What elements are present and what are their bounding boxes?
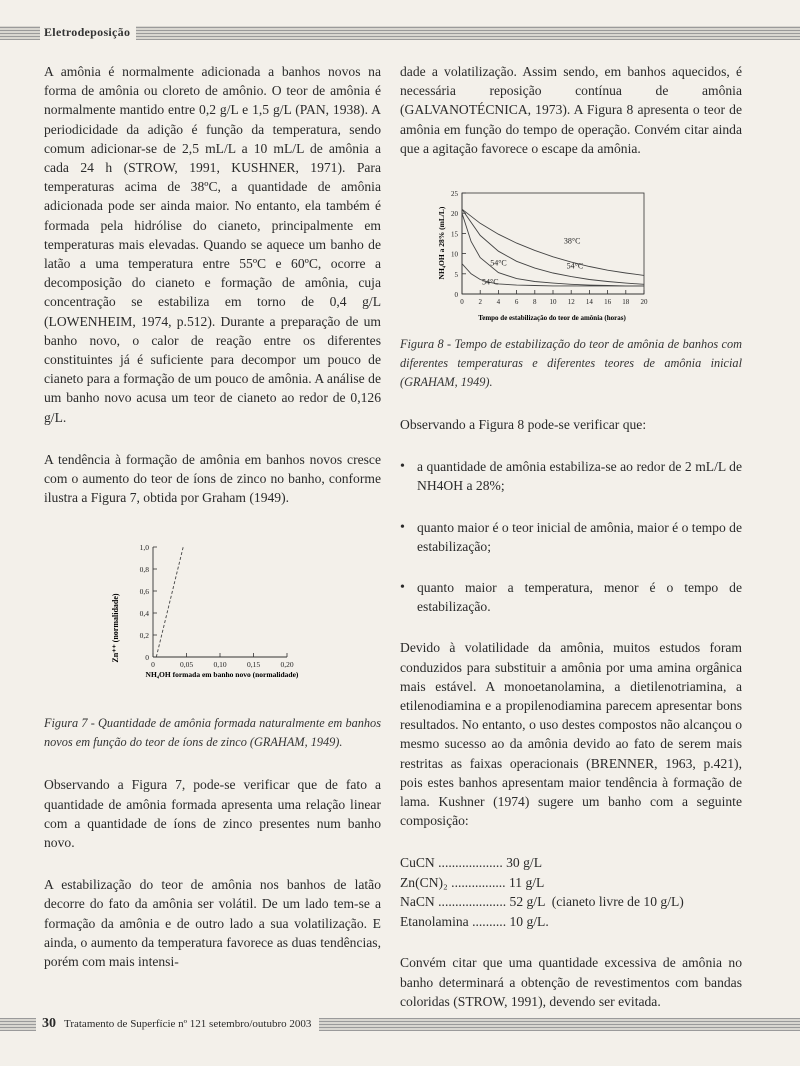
y-tick-label: 0,8 xyxy=(139,565,149,575)
x-tick-label: 6 xyxy=(514,298,519,307)
series-label: 54°C xyxy=(490,258,507,268)
x-tick-label: 2 xyxy=(478,298,482,307)
x-tick-label: 18 xyxy=(622,298,630,307)
y-tick-label: 20 xyxy=(451,210,458,219)
series-label: 54°C xyxy=(482,277,499,287)
x-tick-label: 12 xyxy=(567,298,575,307)
recipe-row: CuCN ................... 30 g/L xyxy=(400,855,542,871)
series-line xyxy=(462,209,644,287)
x-tick-label: 0 xyxy=(151,660,155,670)
x-tick-label: 16 xyxy=(604,298,612,307)
paragraph: dade a volatilização. Assim sendo, em banhos aquecidos, é necessária reposição contínua de amônia (GALVANOTÉCNICA, 1973). A Figura 8 apresenta o teor de amônia em função do tempo de operação. Convém citar ainda que a agitação favorece o escape da amônia. xyxy=(400,64,742,156)
figure-7-chart xyxy=(44,530,381,700)
page-number: 30 xyxy=(42,1016,56,1031)
section-title: Eletrodeposição xyxy=(40,25,136,40)
series-label: 38°C xyxy=(563,236,581,246)
list-item: • a quantidade de amônia estabiliza-se ao redor de 2 mL/L de NH4OH a 28%; xyxy=(400,457,742,495)
list-item: • quanto maior a temperatura, menor é o tempo de estabilização. xyxy=(400,578,742,616)
recipe-row: Etanolamina .......... 10 g/L. xyxy=(400,913,549,929)
x-tick-label: 0,10 xyxy=(213,660,227,670)
y-axis-label: Zn⁺⁺ (normalidade) xyxy=(111,593,120,664)
paragraph: Observando a Figura 8 pode-se verificar que: xyxy=(400,417,647,433)
bath-composition xyxy=(400,853,742,931)
y-tick-label: 10 xyxy=(451,250,458,259)
paragraph: A estabilização do teor de amônia nos banhos de latão decorre do fato da amônia ser volátil. De um lado tem-se a formação da amônia e de outro lado a sua volatilização. E ainda, o aumento da temperatura favorece as duas tendências, porém com mais intensi- xyxy=(44,877,381,970)
footer-text: Tratamento de Superfície nº 121 setembro/outubro 2003 xyxy=(64,1018,312,1030)
series-label: 54°C xyxy=(566,261,584,271)
x-tick-label: 0,15 xyxy=(246,660,261,670)
x-tick-label: 0,05 xyxy=(179,660,194,670)
recipe-row: Zn(CN)₂ ................ 11 g/L xyxy=(400,874,545,890)
x-axis-label: Tempo de estabilização do teor de amônia (horas) xyxy=(478,314,626,323)
x-tick-label: 14 xyxy=(585,298,593,307)
series-line xyxy=(156,547,183,657)
x-tick-label: 8 xyxy=(533,298,537,307)
y-tick-label: 0,6 xyxy=(139,587,149,597)
figure-8-caption: Figura 8 - Tempo de estabilização do teor de amônia de banhos com diferentes temperaturas e diferentes teores de amônia inicial (GRAHAM, 1949). xyxy=(400,337,742,390)
figure-7-caption: Figura 7 - Quantidade de amônia formada naturalmente em banhos novos em função do teor de íons de zinco (GRAHAM, 1949). xyxy=(44,716,381,750)
y-axis-label: NH₄OH a 28% (mL/L) xyxy=(437,206,446,280)
x-tick-label: 0,20 xyxy=(280,660,294,670)
y-tick-label: 15 xyxy=(451,230,458,239)
x-axis-label: NH₄OH formada em banho novo (normalidade) xyxy=(145,670,299,680)
y-tick-label: 0,2 xyxy=(139,631,149,641)
y-tick-label: 0 xyxy=(454,291,458,300)
list-item: • quanto maior é o teor inicial de amônia, maior é o tempo de estabilização; xyxy=(400,518,742,556)
recipe-row: NaCN .................... 52 g/L (cianeto livre de 10 g/L) xyxy=(400,894,684,910)
paragraph: A amônia é normalmente adicionada a banhos novos na forma de amônia ou cloreto de amônio. O teor de amônia é normalmente mantido entre 0,2 g/L e 1,5 g/L (PAN, 1938). A periodicidade da adição é função da temperatura, sendo comum adicionar-se de 2,5 mL/L a 10 mL/L de amônia a cada 24 h (STROW, 1991, KUSHNER, 1971). Para temperaturas acima de 38ºC, a quantidade de amônia adicionada pode ser ainda maior. No entanto, ela também é formada pela hidrólise do cianeto, principalmente em temperaturas mais elevadas. Quando se aquece um banho de latão a uma temperatura entre 55ºC e 60ºC, ocorre a decomposição do cianeto e formação de amônia, cuja concentração se estabiliza em torno de 0,4 g/L (LOWENHEIM, 1974, p.512). Durante a preparação de um banho novo, o calor de reação entre os diferentes constituintes já é suficiente para decompor um pouco de cianeto para a formação de um pouco de amônia. A análise de um banho novo acusa um teor de cianeto ao redor de 0,126 g/L. xyxy=(44,64,381,425)
y-tick-label: 0,4 xyxy=(139,609,149,619)
x-tick-label: 4 xyxy=(496,298,501,307)
series-line xyxy=(462,213,644,286)
figure-8-chart xyxy=(400,181,742,329)
y-tick-label: 5 xyxy=(454,270,458,279)
x-tick-label: 0 xyxy=(460,298,464,307)
footer xyxy=(36,1016,319,1032)
y-tick-label: 0 xyxy=(145,653,149,663)
left-column xyxy=(44,62,381,994)
right-column xyxy=(400,62,742,1034)
paragraph: Devido à volatilidade da amônia, muitos estudos foram conduzidos para substituir a amônia por uma amina orgânica mais estável. A monoetanolamina, a dietilenotriamina, a etilenodiamina e a propilenodiamina parecem apresentar bons resultados. No entanto, o uso destes compostos não alcançou o mesmo sucesso ao da amônia devido ao fato de serem mais restritas as faixas operacionais (BRENNER, 1963, p.421), pois estes banhos apresentam maior tendência à formação de lama. Kushner (1974) sugere um banho com a seguinte composição: xyxy=(400,640,742,829)
y-tick-label: 25 xyxy=(451,190,458,199)
bullet-list xyxy=(400,457,742,616)
x-tick-label: 20 xyxy=(640,298,648,307)
paragraph: Observando a Figura 7, pode-se verificar que de fato a quantidade de amônia formada apresenta uma relação linear com a quantidade de íons de zinco presentes num banho novo. xyxy=(44,777,381,851)
x-tick-label: 10 xyxy=(549,298,557,307)
y-tick-label: 1,0 xyxy=(139,543,149,553)
paragraph: Convém citar que uma quantidade excessiva de amônia no banho determinará a obtenção de revestimentos com bandas coloridas (STROW, 1991), devendo ser evitada. xyxy=(400,955,742,1009)
paragraph: A tendência à formação de amônia em banhos novos cresce com o aumento do teor de íons de zinco no banho, conforme ilustra a Figura 7, obtida por Graham (1949). xyxy=(44,451,381,506)
